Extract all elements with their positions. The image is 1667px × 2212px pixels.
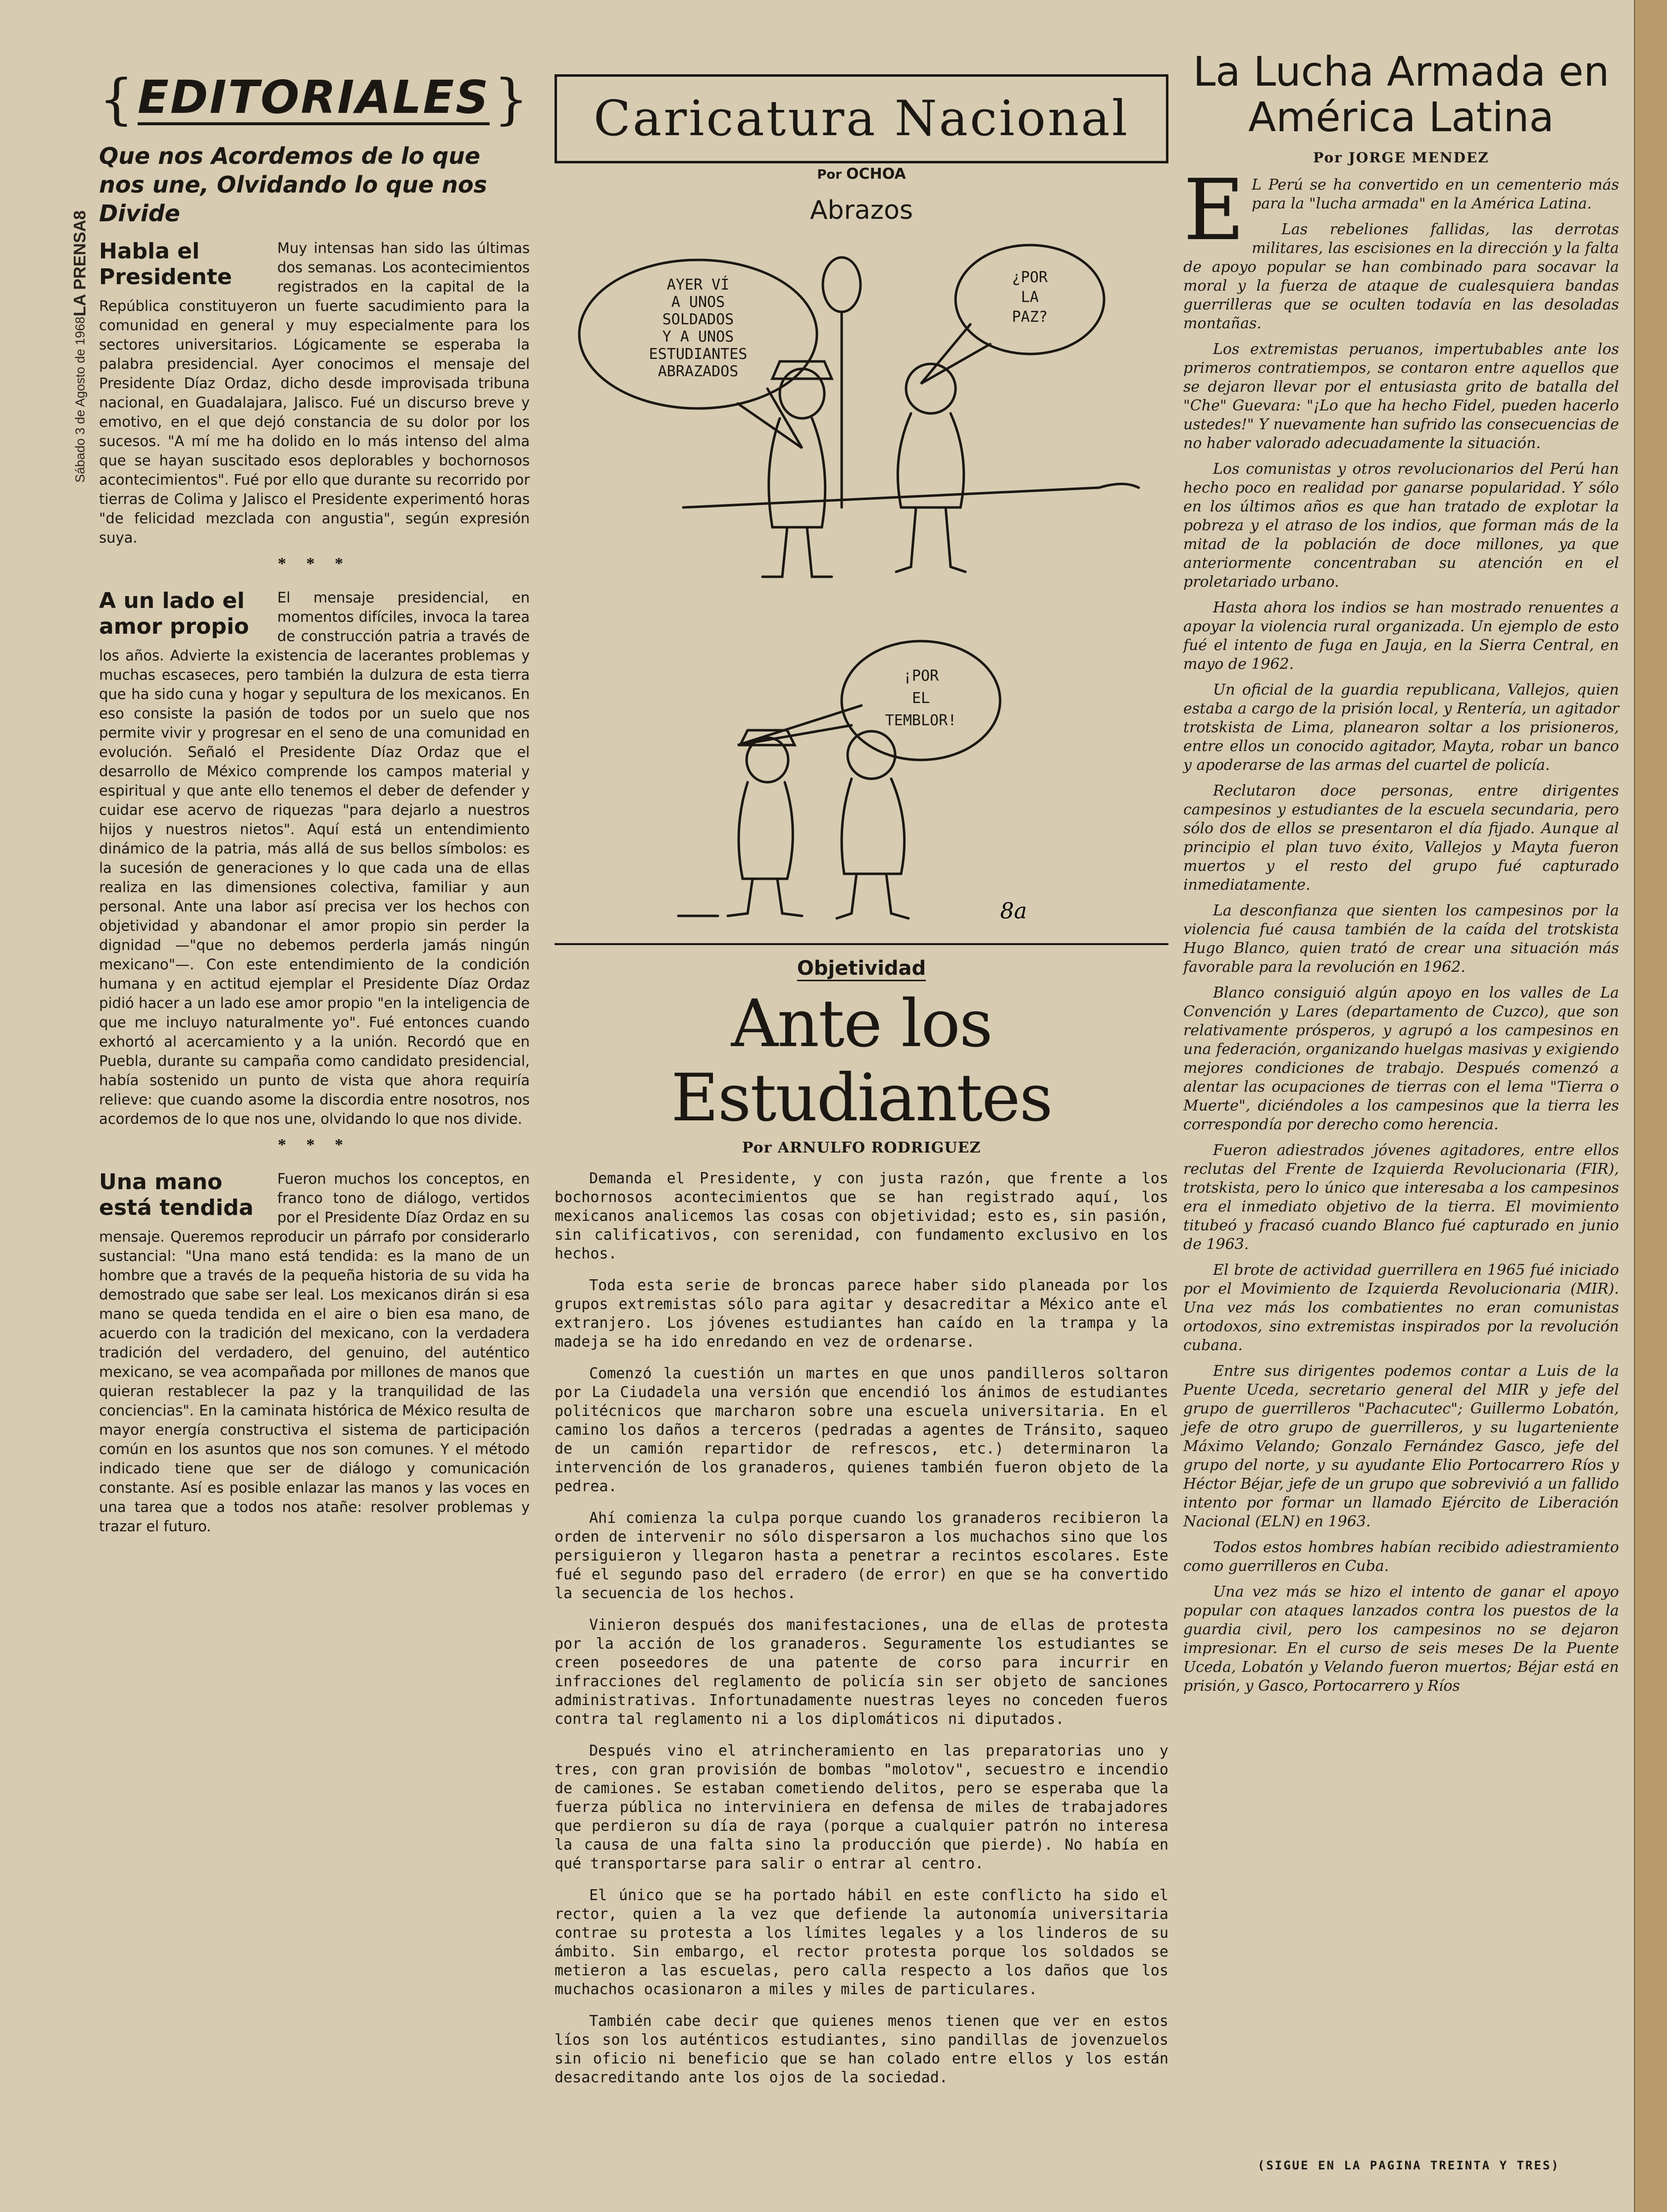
article-paragraph: Todos estos hombres habían recibido adiestramiento como guerrilleros en Cuba. — [1183, 1539, 1619, 1575]
bubble-2-line: ¿POR — [1011, 269, 1048, 286]
dateline-publication: LA PRENSA — [70, 220, 90, 317]
dateline-page: 8 — [70, 210, 90, 220]
article-paragraph: Una vez más se hizo el intento de ganar el apoyo popular con ataques lanzados contra los puestos de la guardia civil, pero los campesinos no se dejaron impresionar. En el curso de seis meses De la Puente Uceda, Lobatón y Velando fueron muertos; Béjar está en prisión, y Gasco, Portocarrero y Ríos — [1183, 1583, 1619, 1695]
center-column — [555, 69, 1168, 2100]
section-heading — [99, 239, 267, 290]
section-heading — [99, 1169, 267, 1221]
first-paragraph-text: L Perú se ha convertido en un cementerio más para la "lucha armada" en la América Latina. — [1252, 176, 1619, 212]
cartoonist-signature: 8a — [1000, 899, 1027, 924]
bubble-1-line: ESTUDIANTES — [649, 346, 748, 363]
article-paragraph: Entre sus dirigentes podemos contar a Luis de la Puente Uceda, secretario general del MIR y jefe del grupo de guerrilleros "Pachacutec"; Guillermo Lobatón, jefe de otro grupo de guerrilleros, y su lugarteniente Máximo Velando; Gonzalo Fernández Gasco, jefe del grupo del norte, y su ayudante Elio Portocarrero Ríos y Héctor Béjar, jefe de un grupo que sobrevivió a un fallido intento por formar un llamado Ejército de Liberación Nacional (ELN) en 1963. — [1183, 1362, 1619, 1530]
section-heading-line: Una mano — [99, 1169, 223, 1195]
article-paragraph: El brote de actividad guerrillera en 1965 fué iniciado por el Movimiento de Izquierda Revolucionaria (MIR). Una vez más los combatientes no eran comunistas ortodoxos, sino extremistas inspirados por la revolución cubana. — [1183, 1261, 1619, 1354]
estudiantes-headline: Ante los Estudiantes — [671, 986, 1052, 1136]
section-heading-line: Habla el — [99, 239, 200, 264]
section-heading-line: A un lado el — [99, 588, 245, 613]
objetividad-kicker — [555, 957, 1168, 980]
article-paragraph: Toda esta serie de broncas parece haber sido planeada por los grupos extremistas sólo para agitar y desacreditar a México ante el extranjero. Los jóvenes estudiantes han caído en la trampa y la madeja se ha ido enredando en vez de ordenarse. — [555, 1277, 1168, 1351]
dateline-date: Sábado 3 de Agosto de 1968 — [72, 316, 88, 483]
editoriales-title: EDITORIALES — [138, 73, 490, 125]
article-paragraph — [1183, 161, 1619, 259]
article-paragraph: Los comunistas y otros revolucionarios del Perú han hecho poco en realidad por ganarse popularidad. Y sólo en los últimos años es que han tratado de explotar la pobreza y el atraso de los indios, que forman más de la mitad de la población de doce millones, ya que anteriormente concentraban su atención en el proletariado urbano. — [1183, 460, 1619, 591]
article-paragraph: Después vino el atrincheramiento en las preparatorias uno y tres, con gran provisión de bombas "molotov", secuestro e incendio de camiones. Se estaban cometiendo delitos, pero se esperaba que la fuerza pública no interviniera en defensa de miles de trabajadores que perdieron su día de raya (porque a cualquier patrón no interesa la causa de una falta sino la producción que pierde). No había en qué transportarse para salir o entrar al centro. — [555, 1742, 1168, 1872]
caricatura-byline — [555, 165, 1168, 183]
section-heading — [99, 588, 267, 640]
byline-prefix: Por — [817, 167, 842, 182]
editorial-section-1 — [99, 239, 530, 548]
section-heading-line: Presidente — [99, 264, 232, 290]
bubble-1-line: AYER VÍ — [666, 276, 730, 294]
section-heading-line: amor propio — [99, 614, 250, 639]
caricatura-title-box — [555, 74, 1168, 163]
article-paragraph: La desconfianza que sienten los campesinos por la violencia fué causa también de la caída del trotskista Hugo Blanco, quien trató de crear una situación más favorable para la revolución en 1962. — [1183, 902, 1619, 976]
bus-stop-sign — [823, 257, 860, 312]
article-paragraph: Comenzó la cuestión un martes en que unos pandilleros soltaron por La Ciudadela una versión que encendió los ánimos de estudiantes politécnicos que marcharon sobre una escuela universitaria. En el camino los daños a terceros (pedradas a agentes de Tránsito, saqueo de un camión repartidor de refrescos, etc.) determinaron la intervención de los granaderos, quienes también fueron objeto de la pedrea. — [555, 1365, 1168, 1495]
article-paragraph: El único que se ha portado hábil en este conflicto ha sido el rector, quien a la vez que defiende la autonomía universitaria contrae su protesta a los límites legales y a los linderos de su ámbito. Sin embargo, el rector protesta porque los soldados se metieron a las escuelas, pero calla respecto a los daños que los muchachos ocasionaron a miles y miles de particulares. — [555, 1887, 1168, 1998]
bubble-2-line: LA — [1020, 289, 1039, 306]
bubble-3-text — [885, 667, 957, 729]
drop-cap: E — [1183, 161, 1245, 259]
article-paragraph: Demanda el Presidente, y con justa razón, que frente a los bochornosos acontecimientos que se han registrado aquí, los mexicanos analicemos las cosas con objetividad; esto es, sin pasión, sin calificativos, con serenidad, con fundamento exclusivo en los hechos. — [555, 1170, 1168, 1262]
bubble-3-line: ¡POR — [903, 667, 939, 685]
editoriales-masthead — [99, 69, 530, 129]
article-paragraph: Ahí comienza la culpa porque cuando los granaderos recibieron la orden de intervenir no sólo dispersaron a los muchachos sino que los persiguieron y llegaron hasta a penetrar a recintos escolares. Este fué el segundo paso del erradero (de error) en que se ha convertido la secuencia de los hechos. — [555, 1509, 1168, 1602]
lucha-byline: Por JORGE MENDEZ — [1313, 150, 1489, 166]
bubble-1-line: ABRAZADOS — [657, 363, 739, 380]
lucha-headline: La Lucha Armada en América Latina — [1193, 49, 1610, 141]
caricatura-title: Caricatura Nacional — [593, 91, 1130, 147]
estudiantes-byline: Por ARNULFO RODRIGUEZ — [742, 1139, 981, 1156]
cartoon-illustration — [555, 230, 1168, 933]
byline-name: OCHOA — [846, 165, 906, 183]
continued-note: (SIGUE EN LA PAGINA TREINTA Y TRES) — [1258, 2159, 1560, 2172]
editorial-section-3 — [99, 1169, 530, 1536]
section-separator: * * * — [278, 1136, 351, 1154]
bubble-2-text — [1012, 269, 1048, 326]
article-paragraph: Fueron adiestrados jóvenes agitadores, entre ellos reclutas del Frente de Izquierda Revolucionaria (FIR), trotskista, pero lo único que interesaba a los campesinos era el inmediato objetivo de la tierra. El movimiento titubeó y fracasó cuando Blanco fué capturado en junio de 1963. — [1183, 1142, 1619, 1253]
cartoon-drawing — [555, 230, 1168, 933]
article-paragraph: Las rebeliones fallidas, las derrotas militares, las escisiones en la dirección y la falta de apoyo popular se han combinado para socavar la moral y la fuerza de ataque de cualesquiera bandas guerrilleras que se oculten todavía en las desoladas montañas. — [1183, 221, 1619, 332]
editoriales-headline: Que nos Acordemos de lo que nos une, Olvidando lo que nos Divide — [99, 143, 487, 227]
article-paragraph: Blanco consiguió algún apoyo en los valles de La Convención y Lares (departamento de Cuzco), que son relativamente prósperos, y agrupó a los campesinos en una federación, organizando huelgas masivas y exigiendo mejores condiciones de trabajo. Después comenzó a alentar las ocupaciones de tierras con el lema "Tierra o Muerte", diciéndoles a los campesinos que la tierra les correspondía por derecho como herencia. — [1183, 984, 1619, 1133]
lucha-column — [1183, 49, 1619, 1703]
cartoon-title: Abrazos — [809, 196, 913, 225]
article-paragraph: Vinieron después dos manifestaciones, una de ellas de protesta por la acción de los granaderos. Seguramente los estudiantes se creen poseedores de una patente de corso para incurrir en infracciones del reglamento de policía sin ser objeto de sanciones administrativas. Infortunadamente nuestras leyes no conceden fueros contra tal reglamento ni a los diplomáticos ni diputados. — [555, 1616, 1168, 1728]
article-paragraph: Reclutaron doce personas, entre dirigentes campesinos y estudiantes de la escuela secundaria, pero sólo dos de ellos se presentaron el día fijado. Aunque al principio el plan tuvo éxito, Vallejos y Mayta fueron muertos y el resto del grupo fué capturado inmediatamente. — [1183, 782, 1619, 894]
page-edge — [1634, 0, 1667, 2212]
article-paragraph: Hasta ahora los indios se han mostrado renuentes a apoyar la violencia rural organizada. Un ejemplo de esto fué el intento de fuga en Jauja, en la Sierra Central, en mayo de 1962. — [1183, 599, 1619, 673]
bubble-1-line: SOLDADOS — [662, 311, 734, 328]
article-paragraph: Un oficial de la guardia republicana, Vallejos, quien estaba a cargo de la prisión local, y Rentería, un agitador trotskista de Lima, planearon soltar a los prisioneros, entre ellos un conocido agitador, Mayta, robar un banco y apoderarse de las armas del cuartel de policía. — [1183, 681, 1619, 774]
bubble-1-text — [649, 276, 748, 380]
bubble-1-line: Y A UNOS — [662, 328, 734, 346]
bubble-3-line: TEMBLOR! — [885, 712, 957, 729]
section-text: Muy intensas han sido las últimas dos semanas. Los acontecimientos registrados en la capital de la República constituyeron un fuerte sacudimiento para la comunidad en general y muy especialmente para los sectores universitarios. Lógicamente se esperaba la palabra presidencial. Ayer conocimos el mensaje del Presidente Díaz Ordaz, dicho desde improvisada tribuna nacional, en Guadalajara, Jalisco. Fué un discurso breve y emotivo, en el que dejó constancia de su dolor por los sucesos. "A mí me ha dolido en lo más intenso del alma que se hayan suscitado esos deplorables y bochornosos acontecimientos". Fué por ello que durante su recorrido por tierras de Colima y Jalisco el Presidente experimentó horas "de felicidad mezclada con angustia", según expresión suya. — [99, 240, 530, 546]
bubble-3-line: EL — [911, 690, 930, 707]
kicker-text: Objetividad — [797, 957, 926, 981]
article-paragraph: También cabe decir que quienes menos tienen que ver en estos líos son los auténticos estudiantes, sino pandillas de jovenzuelos sin oficio ni beneficio que se han colado entre ellos y los están desacreditando ante los ojos de la sociedad. — [555, 2012, 1168, 2086]
article-paragraph: Los extremistas peruanos, impertubables ante los primeros contratiempos, se contaron entre aquellos que se dejaron llevar por el entusiasta grito de batalla del "Che" Guevara: "¡Lo que ha hecho Fidel, pueden hacerlo ustedes!" Y nuevamente han sufrido las consecuencias de no haber valorado adecuadamente la situación. — [1183, 341, 1619, 452]
left-brace-ornament: { — [99, 67, 134, 131]
dateline — [70, 74, 90, 619]
section-text: Fueron muchos los conceptos, en franco tono de diálogo, vertidos por el Presidente Díaz Ordaz en su mensaje. Queremos reproducir un párrafo por considerarlo sustancial: "Una mano está tendida: es la mano de un hombre que a través de la pequeña historia de su vida ha demostrado que sabe ser leal. Los mexicanos dirán si esa mano se queda tendida en el aire o bien esa mano, de acuerdo con la tradición del mexicano, con la verdadera tradición del verdadero, del genuino, del auténtico mexicano, se vea acompañada por millones de manos que quieran restablecer la paz y la tranquilidad de las conciencias". En la caminata histórica de México resulta de mayor energía constructiva el sistema de participación común en los asuntos que nos son comunes. Y el método indicado tiene que ser de diálogo y comunicación constante. Así es posible enlazar las manos y las voces en una tarea que a todos nos atañe: resolver problemas y trazar el futuro. — [99, 1170, 530, 1535]
section-rule — [555, 943, 1168, 945]
section-text: El mensaje presidencial, en momentos difíciles, invoca la tarea de construcción patria a través de los años. Advierte la existencia de lacerantes problemas y muchas escaseces, pero también la dulzura de esta tierra que ha sido cuna y hogar y sepultura de los mexicanos. En eso consiste la pasión de todos por un suelo que nos permite vivir y progresar en el seno de una comunidad en evolución. Señaló el Presidente Díaz Ordaz que el desarrollo de México comprende los campos material y espiritual y que ante ello tenemos el deber de defender y cuidar ese acervo de riquezas "para dejarlo a nuestros hijos y nuestros nietos". Aquí está un entendimiento dinámico de la patria, más allá de sus bellos símbolos: es la sucesión de generaciones y lo que cada una de ellas realiza en las dimensiones colectiva, familiar y aun personal. Ante una labor así precisa ver los hechos con objetividad y abandonar el amor propio sin perder la dignidad —"que no debemos perderla jamás ningún mexicano"—. Con este entendimiento de la condición humana y en actitud ejemplar el Presidente Díaz Ordaz pidió hacer a un lado ese amor propio "en la inteligencia de que me incluyo naturalmente yo". Fué entonces cuando exhortó al acercamiento y a la unión. Recordó que en Puebla, durante su campaña como candidato presidencial, había sostenido un punto de vista que ahora requiría relieve: que cuando asome la discordia entre nosotros, nos acordemos de lo que nos une, olvidando lo que nos divide. — [99, 589, 530, 1127]
bubble-1-line: A UNOS — [671, 294, 725, 311]
right-brace-ornament: } — [494, 67, 529, 131]
section-separator: * * * — [278, 554, 351, 573]
section-heading-line: está tendida — [99, 1195, 254, 1220]
bubble-2-line: PAZ? — [1011, 308, 1048, 326]
editorial-section-2 — [99, 588, 530, 1129]
editoriales-column — [99, 69, 530, 1536]
